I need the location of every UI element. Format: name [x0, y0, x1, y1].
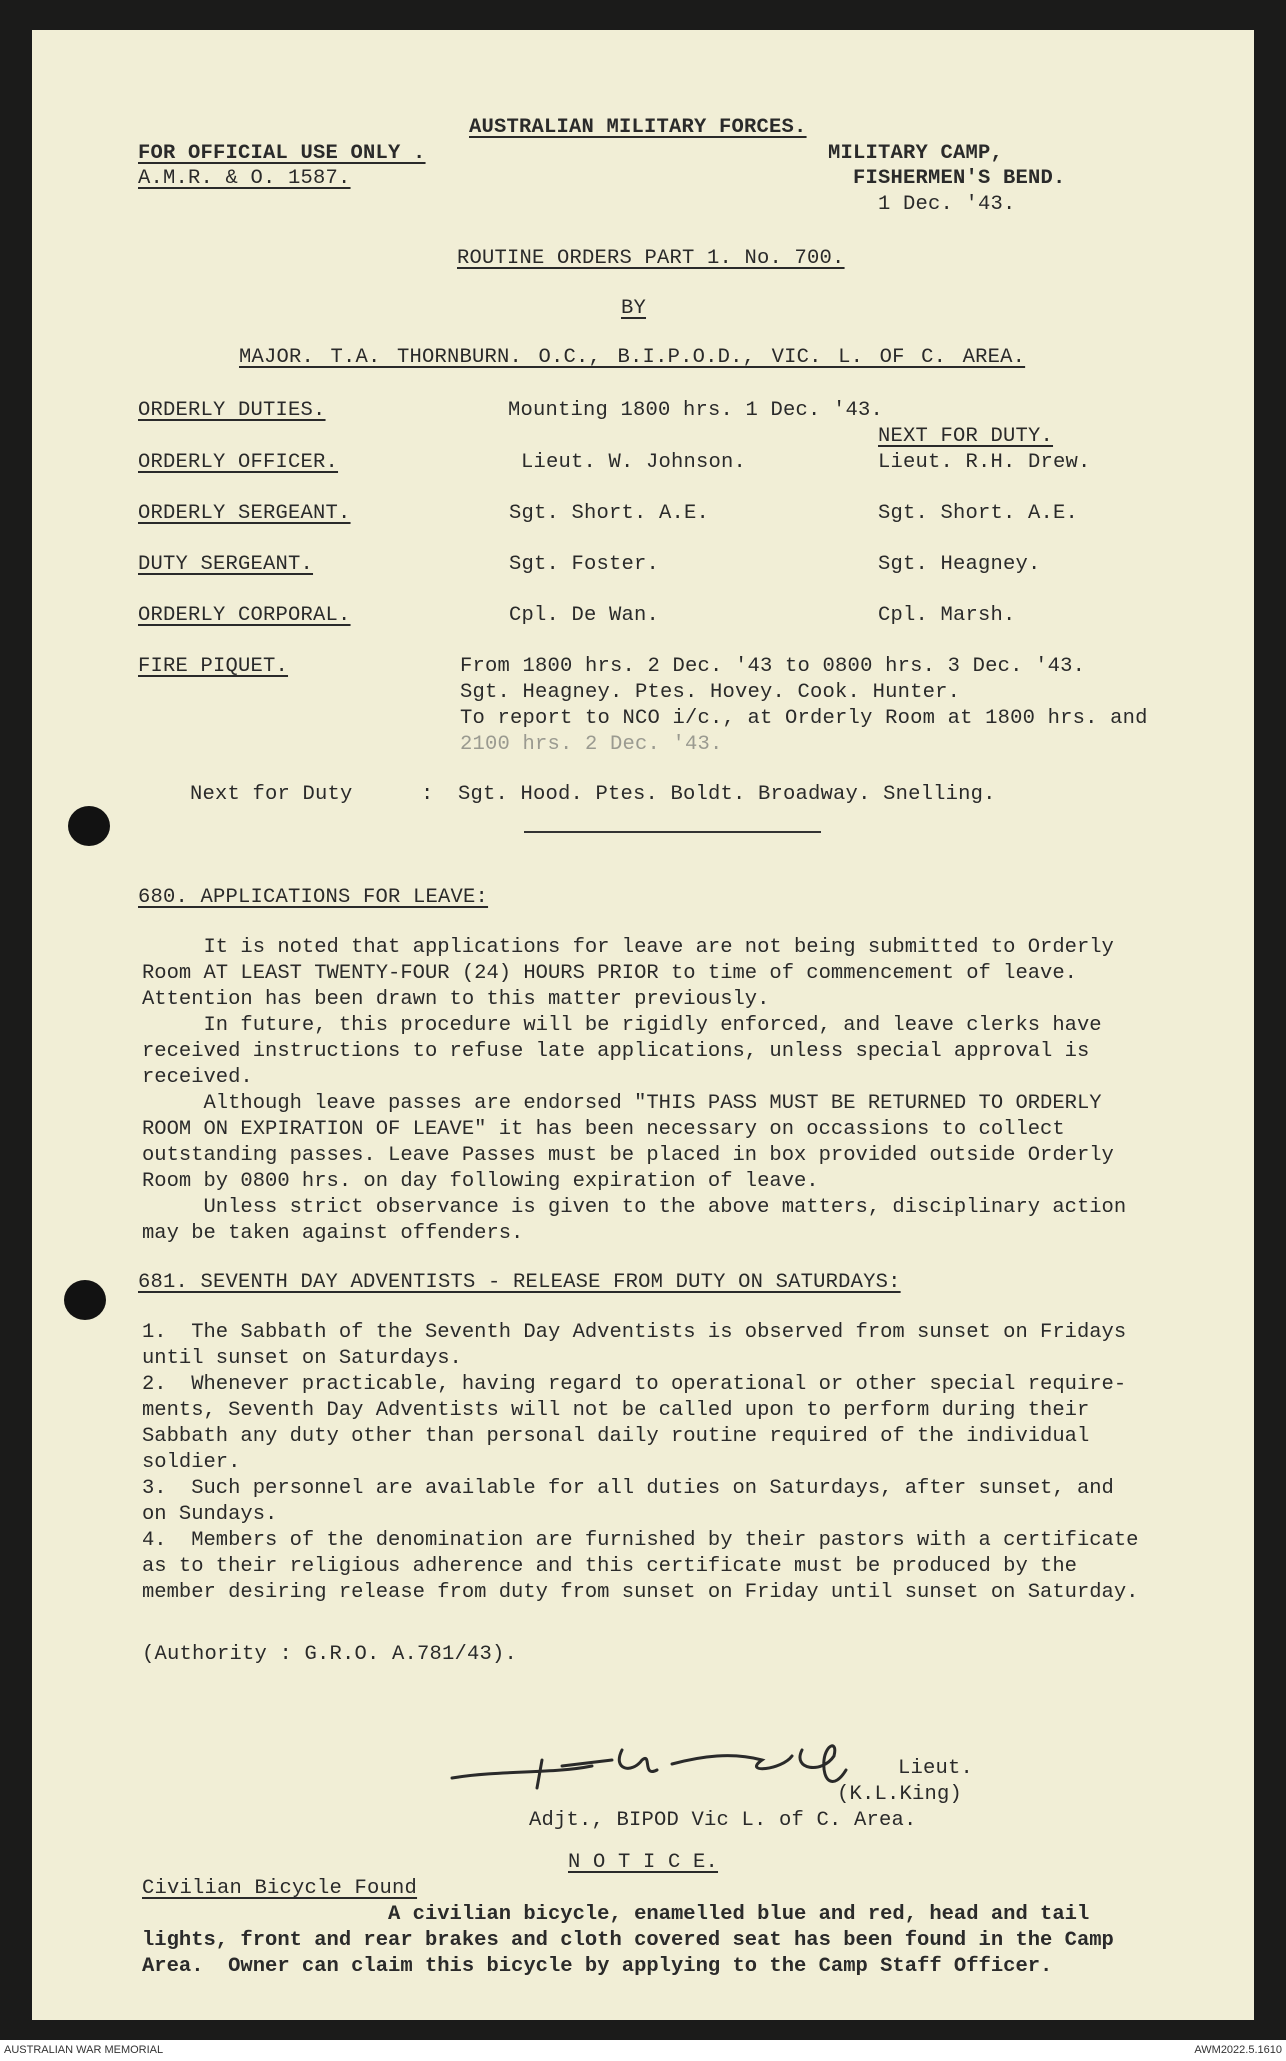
- current-orderly-sergeant: Sgt. Short. A.E.: [509, 502, 710, 525]
- issuer: MAJOR. T.A. THORNBURN. O.C., B.I.P.O.D., VIC. L. OF C. AREA.: [239, 346, 1026, 369]
- next-duty-sergeant: Sgt. Heagney.: [878, 553, 1041, 576]
- order-681-line: member desiring release from duty from sunset on Friday until sunset on Saturday.: [142, 1581, 1139, 1604]
- orders-title: ROUTINE ORDERS PART 1. No. 700.: [457, 247, 845, 270]
- order-681-line: 1. The Sabbath of the Seventh Day Adventists is observed from sunset on Fridays: [142, 1321, 1127, 1344]
- order-680-line: Room AT LEAST TWENTY-FOUR (24) HOURS PRIOR to time of commencement of leave.: [142, 962, 1077, 985]
- role-orderly-officer: ORDERLY OFFICER.: [138, 451, 339, 474]
- fire-piquet-line: Sgt. Heagney. Ptes. Hovey. Cook. Hunter.: [460, 681, 961, 704]
- order-681-line: 4. Members of the denomination are furnished by their pastors with a certificate: [142, 1529, 1139, 1552]
- punch-hole: [64, 1280, 106, 1320]
- signatory-name: (K.L.King): [837, 1783, 963, 1806]
- order-680-line: In future, this procedure will be rigidly enforced, and leave clerks have: [142, 1014, 1102, 1037]
- order-680-line: Although leave passes are endorsed "THIS PASS MUST BE RETURNED TO ORDERLY: [142, 1092, 1102, 1115]
- order-681-line: soldier.: [142, 1451, 241, 1474]
- fire-piquet-line: From 1800 hrs. 2 Dec. '43 to 0800 hrs. 3 Dec. '43.: [460, 655, 1086, 678]
- order-680-line: ROOM ON EXPIRATION OF LEAVE" it has been necessary on occassions to collect: [142, 1118, 1065, 1141]
- fire-piquet-line: To report to NCO i/c., at Orderly Room at 1800 hrs. and: [460, 707, 1148, 730]
- next-for-duty-label: Next for Duty: [190, 783, 353, 806]
- order-681-line: until sunset on Saturdays.: [142, 1347, 462, 1370]
- reference: A.M.R. & O. 1587.: [138, 167, 351, 190]
- order-681-line: Sabbath any duty other than personal daily routine required of the individual: [142, 1425, 1090, 1448]
- order-681-heading: 681. SEVENTH DAY ADVENTISTS - RELEASE FROM DUTY ON SATURDAYS:: [138, 1271, 901, 1294]
- role-duty-sergeant: DUTY SERGEANT.: [138, 553, 314, 576]
- notice-line: A civilian bicycle, enamelled blue and red, head and tail: [142, 1903, 1090, 1926]
- document-date: 1 Dec. '43.: [878, 193, 1016, 216]
- current-orderly-corporal: Cpl. De Wan.: [509, 604, 660, 627]
- order-681-line: as to their religious adherence and this certificate must be produced by the: [142, 1555, 1077, 1578]
- by-label: BY: [621, 297, 647, 320]
- role-orderly-corporal: ORDERLY CORPORAL.: [138, 604, 351, 627]
- document-page: [32, 30, 1254, 2020]
- order-680-line: It is noted that applications for leave are not being submitted to Orderly: [142, 936, 1114, 959]
- order-680-line: received instructions to refuse late applications, unless special approval is: [142, 1040, 1090, 1063]
- archive-name: AUSTRALIAN WAR MEMORIAL: [4, 2044, 164, 2056]
- mounting-time: Mounting 1800 hrs. 1 Dec. '43.: [508, 399, 884, 422]
- next-orderly-sergeant: Sgt. Short. A.E.: [878, 502, 1079, 525]
- order-680-line: Attention has been drawn to this matter previously.: [142, 988, 770, 1011]
- fire-piquet-line: 2100 hrs. 2 Dec. '43.: [460, 733, 723, 756]
- fire-piquet-label: FIRE PIQUET.: [138, 655, 289, 678]
- order-681-line: 2. Whenever practicable, having regard to operational or other special require-: [142, 1373, 1127, 1396]
- order-681-body: [142, 1320, 1138, 1606]
- current-duty-sergeant: Sgt. Foster.: [509, 553, 660, 576]
- order-680-line: outstanding passes. Leave Passes must be placed in box provided outside Orderly: [142, 1144, 1114, 1167]
- next-orderly-officer: Lieut. R.H. Drew.: [878, 451, 1091, 474]
- notice-subheading: Civilian Bicycle Found: [142, 1877, 418, 1900]
- notice-body: [142, 1902, 1114, 1980]
- notice-line: lights, front and rear brakes and cloth covered seat has been found in the Camp: [142, 1929, 1114, 1952]
- signatory-rank: Lieut.: [898, 1757, 974, 1780]
- next-orderly-corporal: Cpl. Marsh.: [878, 604, 1016, 627]
- order-680-heading: 680. APPLICATIONS FOR LEAVE:: [138, 886, 489, 909]
- current-orderly-officer: Lieut. W. Johnson.: [521, 451, 747, 474]
- location-line2: FISHERMEN'S BEND.: [853, 167, 1066, 190]
- next-for-duty-header: NEXT FOR DUTY.: [878, 425, 1054, 448]
- order-680-line: may be taken against offenders.: [142, 1222, 524, 1245]
- next-for-duty-value: Sgt. Hood. Ptes. Boldt. Broadway. Snelling.: [458, 783, 996, 806]
- classification: FOR OFFICIAL USE ONLY .: [138, 142, 426, 165]
- notice-heading: N O T I C E.: [568, 1851, 719, 1874]
- order-681-line: 3. Such personnel are available for all duties on Saturdays, after sunset, and: [142, 1477, 1114, 1500]
- order-680-line: received.: [142, 1066, 253, 1089]
- org-name: AUSTRALIAN MILITARY FORCES.: [469, 116, 807, 139]
- section-divider: [524, 831, 821, 833]
- location-line1: MILITARY CAMP,: [828, 142, 1004, 165]
- signatory-appointment: Adjt., BIPOD Vic L. of C. Area.: [529, 1809, 917, 1832]
- archive-footer: [0, 2040, 1286, 2061]
- punch-hole: [68, 806, 110, 846]
- order-680-body: [142, 935, 1126, 1247]
- authority-reference: (Authority : G.R.O. A.781/43).: [142, 1643, 518, 1666]
- order-681-line: ments, Seventh Day Adventists will not be called upon to perform during their: [142, 1399, 1090, 1422]
- order-680-line: Room by 0800 hrs. on day following expiration of leave.: [142, 1170, 819, 1193]
- notice-line: Area. Owner can claim this bicycle by applying to the Camp Staff Officer.: [142, 1955, 1053, 1978]
- order-681-line: on Sundays.: [142, 1503, 278, 1526]
- duties-heading: ORDERLY DUTIES.: [138, 399, 326, 422]
- order-680-line: Unless strict observance is given to the above matters, disciplinary action: [142, 1196, 1127, 1219]
- archive-reference: AWM2022.5.1610: [1194, 2044, 1282, 2056]
- next-for-duty-separator: :: [421, 783, 434, 806]
- role-orderly-sergeant: ORDERLY SERGEANT.: [138, 502, 351, 525]
